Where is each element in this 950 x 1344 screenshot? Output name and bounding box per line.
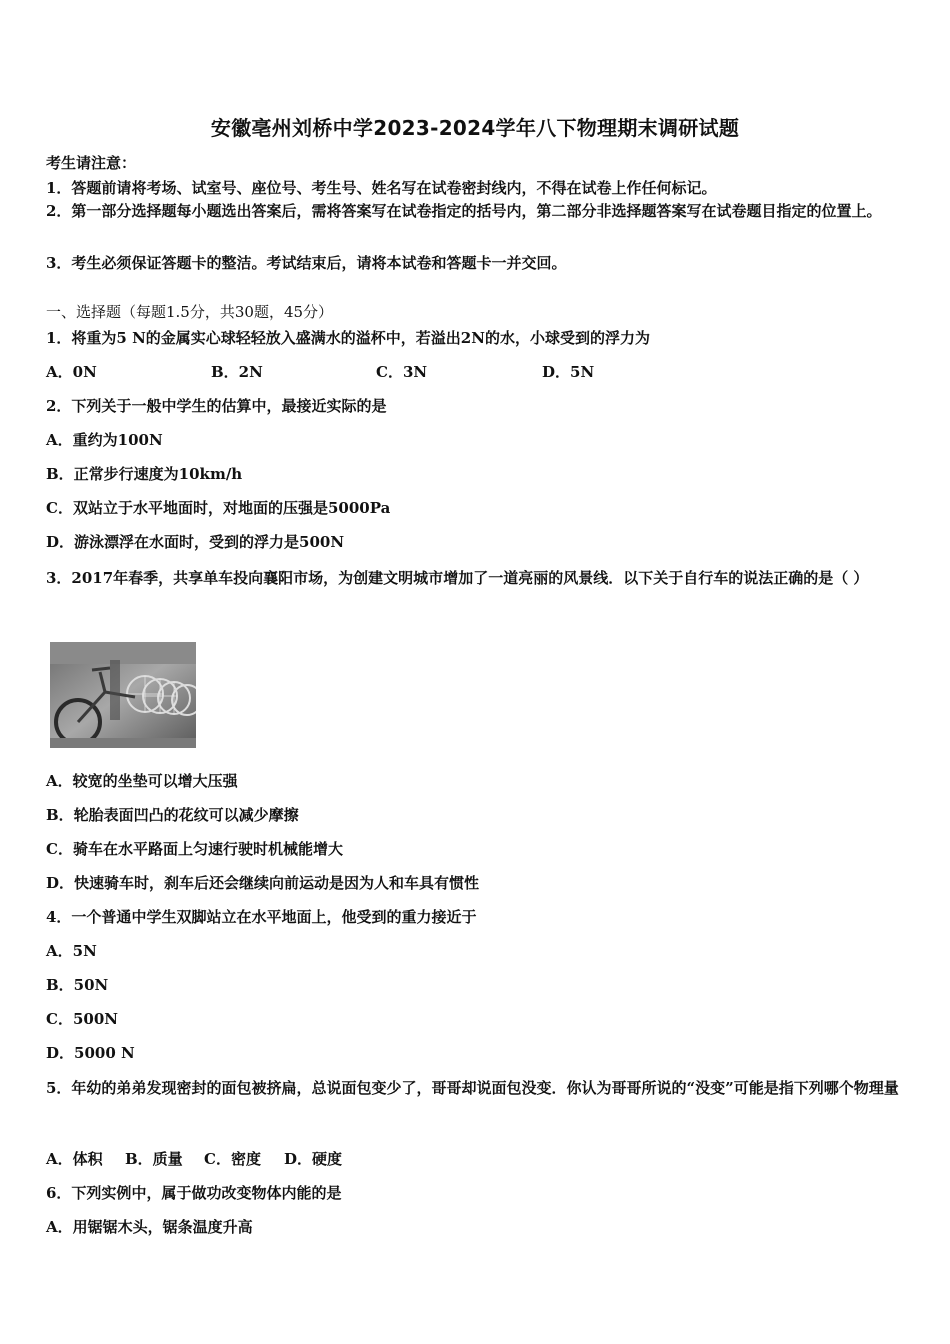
section-heading: 一、选择题（每题1.5分，共30题，45分） bbox=[46, 303, 334, 321]
question-4-stem: 4．一个普通中学生双脚站立在水平地面上，他受到的重力接近于 bbox=[46, 908, 477, 926]
question-1-stem: 1．将重为5 N的金属实心球轻轻放入盛满水的溢杯中，若溢出2N的水，小球受到的浮力为 bbox=[46, 329, 650, 347]
question-4-option-d: D．5000 N bbox=[46, 1044, 135, 1062]
notice-header: 考生请注意： bbox=[46, 154, 137, 172]
question-2-stem: 2．下列关于一般中学生的估算中，最接近实际的是 bbox=[46, 397, 387, 415]
question-2-option-a: A．重约为100N bbox=[46, 431, 163, 449]
question-5-stem: 5．年幼的弟弟发现密封的面包被挤扁，总说面包变少了，哥哥却说面包没变．你认为哥哥所说的“没变”可能是指下列哪个物理量 bbox=[46, 1079, 899, 1097]
question-4-option-c: C．500N bbox=[46, 1010, 118, 1028]
notice-item-3: 3．考生必须保证答题卡的整洁。考试结束后，请将本试卷和答题卡一并交回。 bbox=[46, 254, 567, 272]
question-6-stem: 6．下列实例中，属于做功改变物体内能的是 bbox=[46, 1184, 342, 1202]
option-d: D．5N bbox=[542, 363, 595, 381]
question-3-option-b: B．轮胎表面凹凸的花纹可以减少摩擦 bbox=[46, 806, 299, 824]
question-3-option-d: D．快速骑车时，刹车后还会继续向前运动是因为人和车具有惯性 bbox=[46, 874, 480, 892]
bicycle-image bbox=[50, 642, 196, 748]
option-a: A．体积 bbox=[46, 1150, 103, 1168]
question-3-option-a: A．较宽的坐垫可以增大压强 bbox=[46, 772, 238, 790]
notice-item-2: 2．第一部分选择题每小题选出答案后，需将答案写在试卷指定的括号内，第二部分非选择题答案写在试卷题目指定的位置上。 bbox=[46, 202, 882, 220]
page-title: 安徽亳州刘桥中学2023-2024学年八下物理期末调研试题 bbox=[210, 116, 740, 140]
option-a: A．0N bbox=[46, 363, 97, 381]
question-4-option-a: A．5N bbox=[46, 942, 97, 960]
question-2-option-b: B．正常步行速度为10km/h bbox=[46, 465, 243, 483]
option-c: C．3N bbox=[376, 363, 428, 381]
question-6-option-a: A．用锯锯木头，锯条温度升高 bbox=[46, 1218, 253, 1236]
question-2-option-c: C．双站立于水平地面时，对地面的压强是5000Pa bbox=[46, 499, 391, 517]
question-5-options bbox=[46, 1148, 342, 1169]
notice-item-1: 1．答题前请将考场、试室号、座位号、考生号、姓名写在试卷密封线内，不得在试卷上作任何标记。 bbox=[46, 179, 717, 197]
shared-bicycles-photo bbox=[50, 642, 196, 748]
question-3-stem: 3．2017年春季，共享单车投向襄阳市场，为创建文明城市增加了一道亮丽的风景线．以下关于自行车的说法正确的是（ ） bbox=[46, 569, 869, 587]
question-2-option-d: D．游泳漂浮在水面时，受到的浮力是500N bbox=[46, 533, 345, 551]
option-b: B．质量 bbox=[125, 1150, 183, 1168]
option-d: D．硬度 bbox=[284, 1150, 343, 1168]
question-3-option-c: C．骑车在水平路面上匀速行驶时机械能增大 bbox=[46, 840, 343, 858]
question-4-option-b: B．50N bbox=[46, 976, 109, 994]
question-1-options bbox=[46, 361, 594, 382]
option-b: B．2N bbox=[211, 363, 263, 381]
option-c: C．密度 bbox=[204, 1150, 261, 1168]
